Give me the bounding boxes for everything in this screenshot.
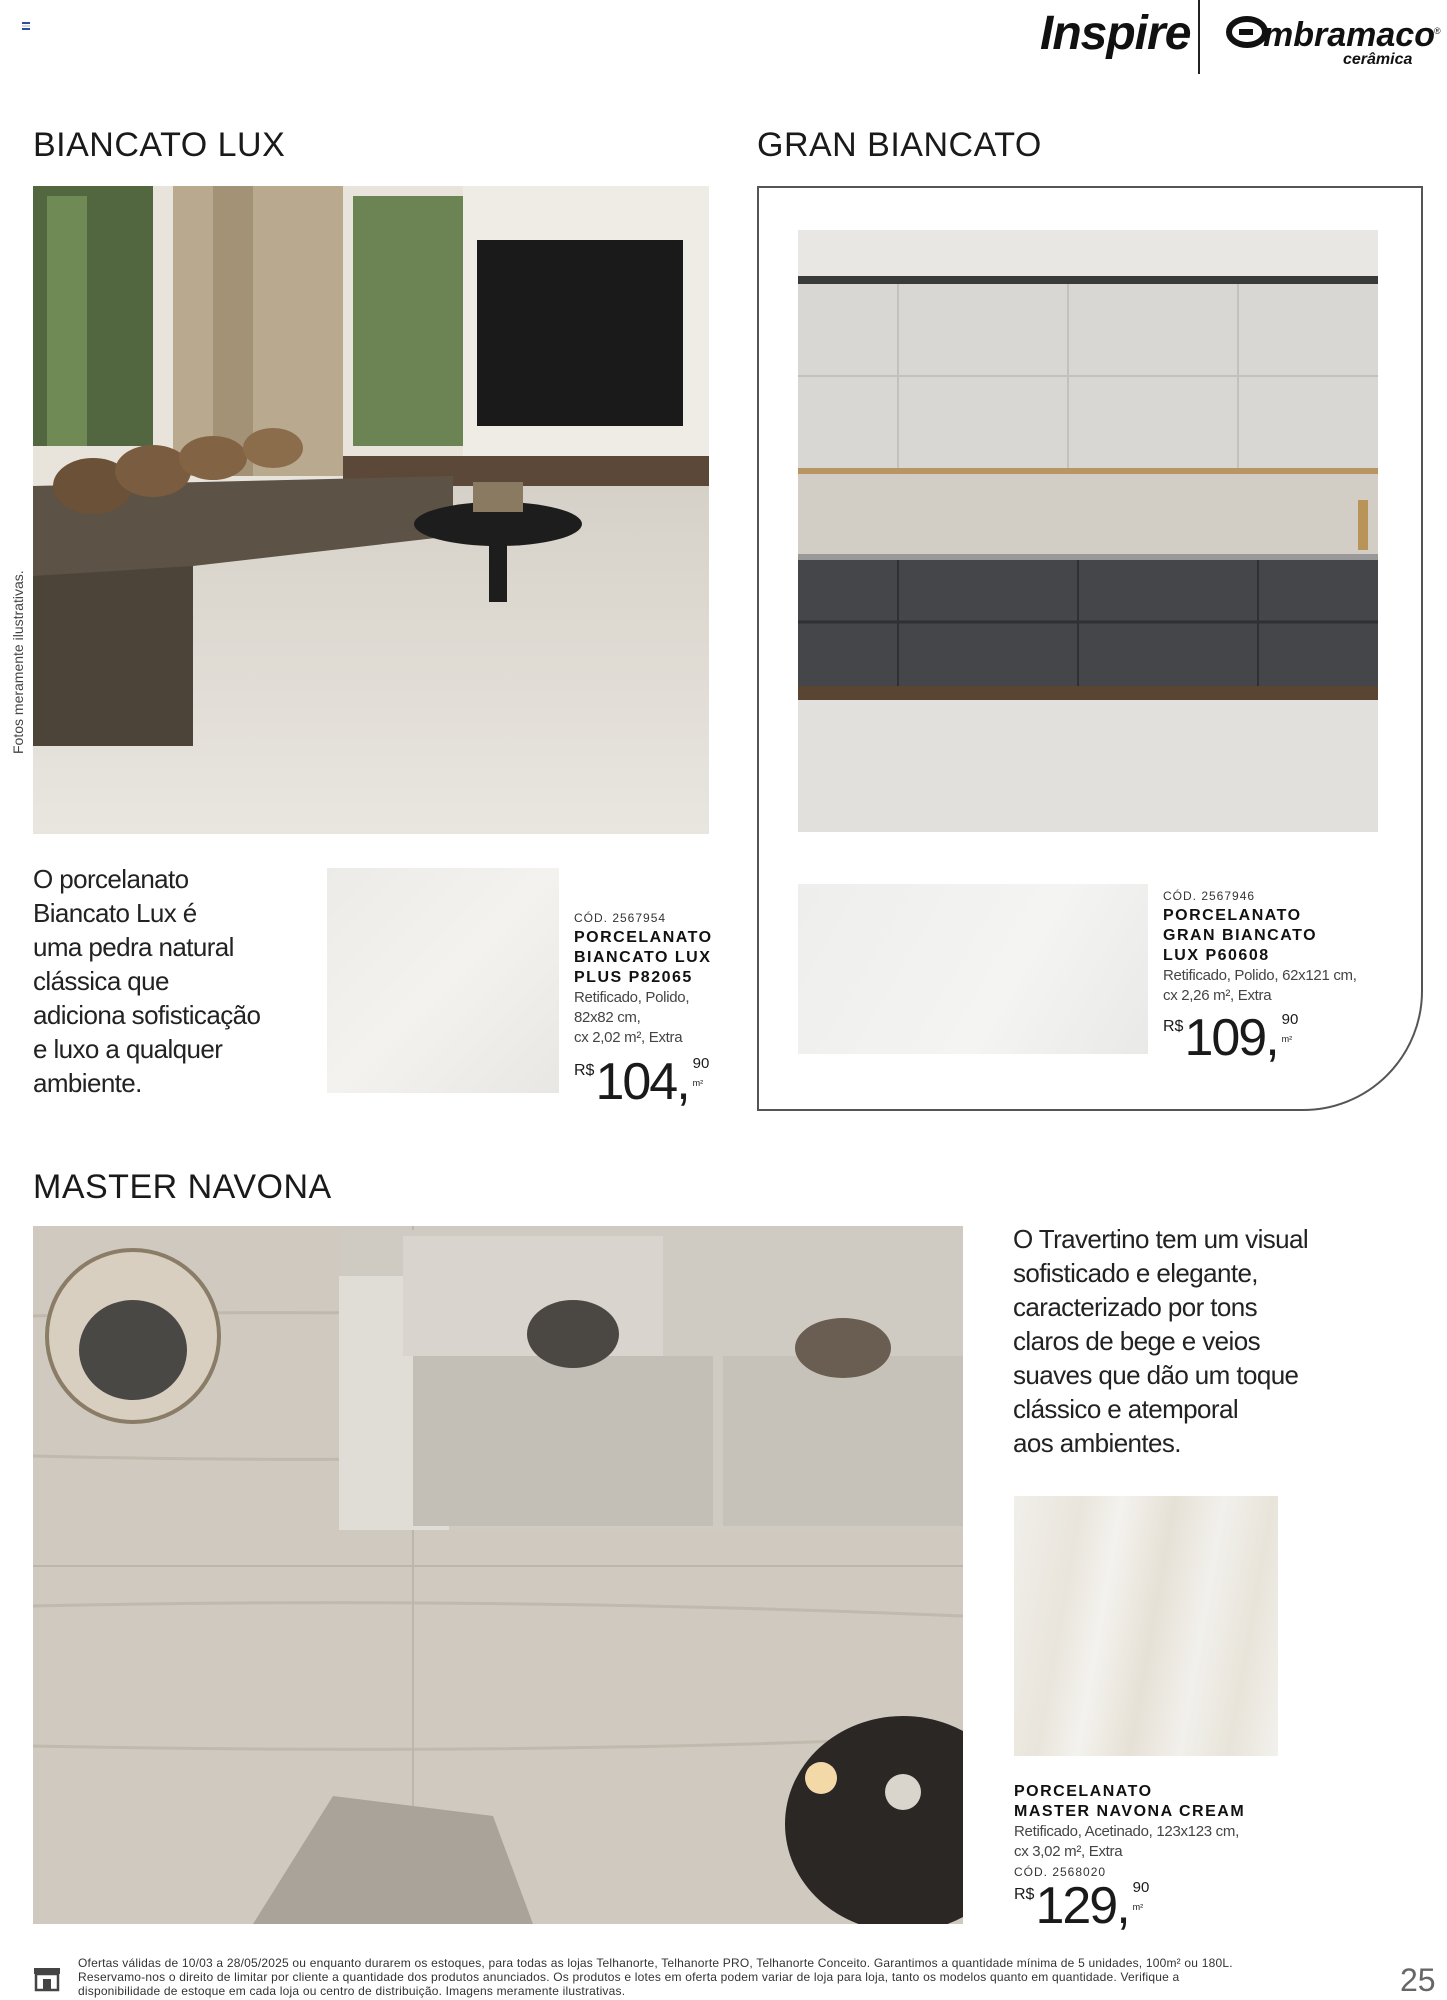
price-unit: m² [1132, 1902, 1144, 1912]
store-icon [32, 1962, 62, 1992]
gran-biancato-product-info [1163, 886, 1383, 1006]
section-title-master-navona: MASTER NAVONA [33, 1168, 332, 1206]
master-navona-price [1014, 1877, 1150, 1935]
svg-text:®: ® [1434, 26, 1441, 36]
desc-line: e luxo a qualquer [33, 1034, 223, 1064]
price-currency: R$ [1014, 1886, 1035, 1903]
master-navona-room-photo [33, 1226, 963, 1924]
product-spec: Retificado, Acetinado, 123x123 cm, [1014, 1823, 1239, 1840]
gran-biancato-price [1163, 1009, 1299, 1067]
price-cents: 90 [692, 1055, 710, 1072]
inspire-logo: Inspire [1040, 7, 1191, 60]
svg-text:mbramaco: mbramaco [1263, 16, 1435, 54]
product-spec: Retificado, Polido, 62x121 cm, [1163, 967, 1357, 984]
price-currency: R$ [574, 1062, 595, 1079]
price-cents: 90 [1281, 1011, 1299, 1028]
svg-text:cerâmica: cerâmica [1343, 51, 1413, 68]
side-note: Fotos meramente ilustrativas. [10, 570, 26, 754]
price-unit: m² [1281, 1034, 1293, 1044]
price-unit: m² [692, 1078, 704, 1088]
product-name: PLUS P82065 [574, 969, 693, 986]
master-navona-product-info [1014, 1782, 1294, 1882]
section-title-biancato-lux: BIANCATO LUX [33, 126, 286, 164]
desc-line: clássica que [33, 966, 169, 996]
product-name: BIANCATO LUX [574, 949, 712, 966]
price-currency: R$ [1163, 1018, 1184, 1035]
product-code: CÓD. 2568020 [1014, 1865, 1107, 1879]
product-name: GRAN BIANCATO [1163, 927, 1318, 944]
product-spec: cx 3,02 m², Extra [1014, 1843, 1123, 1860]
product-name: PORCELANATO [1163, 907, 1302, 924]
desc-line: uma pedra natural [33, 932, 234, 962]
product-spec: Retificado, Polido, [574, 989, 690, 1006]
biancato-tile-swatch [327, 868, 559, 1093]
gran-biancato-kitchen-photo [798, 230, 1378, 832]
product-code: CÓD. 2567954 [574, 911, 667, 925]
desc-line: O porcelanato [33, 864, 189, 894]
page-number: 25 [1400, 1962, 1436, 1998]
flag-icon [22, 22, 30, 30]
product-code: CÓD. 2567946 [1163, 889, 1256, 903]
desc-line: adiciona sofisticação [33, 1000, 261, 1030]
biancato-room-photo [33, 186, 709, 834]
master-navona-tile-swatch [1014, 1496, 1278, 1756]
product-spec: cx 2,26 m², Extra [1163, 987, 1272, 1004]
desc-line: Biancato Lux é [33, 898, 197, 928]
product-name: PORCELANATO [574, 929, 713, 946]
product-spec: cx 2,02 m², Extra [574, 1029, 683, 1046]
desc-line: caracterizado por tons [1013, 1292, 1258, 1322]
desc-line: O Travertino tem um visual [1013, 1224, 1309, 1254]
biancato-product-info [574, 908, 724, 1048]
product-spec: 82x82 cm, [574, 1009, 641, 1026]
price-integer: 109 [1184, 1009, 1266, 1067]
desc-line: sofisticado e elegante, [1013, 1258, 1258, 1288]
biancato-description [33, 862, 333, 1100]
master-navona-description [1013, 1222, 1343, 1460]
price-comma: , [1116, 1877, 1131, 1935]
section-title-gran-biancato: GRAN BIANCATO [757, 126, 1042, 164]
price-comma: , [676, 1053, 691, 1111]
desc-line: ambiente. [33, 1068, 142, 1098]
price-integer: 104 [595, 1053, 677, 1111]
product-name: LUX P60608 [1163, 947, 1270, 964]
gran-biancato-tile-swatch [798, 884, 1148, 1054]
product-name: PORCELANATO [1014, 1783, 1153, 1800]
footer-disclaimer: Ofertas válidas de 10/03 a 28/05/2025 ou enquanto durarem os estoques, para todas as lojas Telhanorte, Telhanorte PRO, Telhanorte Conceito. Garantimos a quantidade mínima de 5 unidades, 100m² ou 180L. Reservamo-nos o direito de limitar por cliente a quantidade dos produtos anunciados. Os produtos e lotes em oferta podem variar de loja para loja, tanto os modelos quanto em quantidade. Verifique a disponibilidade de estoque em cada loja ou centro de distribuição. Imagens meramente ilustrativas. [78, 1956, 1233, 1998]
desc-line: clássico e atemporal [1013, 1394, 1238, 1424]
desc-line: aos ambientes. [1013, 1428, 1181, 1458]
header-divider [1198, 0, 1200, 74]
desc-line: claros de bege e veios [1013, 1326, 1260, 1356]
price-integer: 129 [1035, 1877, 1117, 1935]
embramaco-logo [1225, 6, 1445, 72]
price-cents: 90 [1132, 1879, 1150, 1896]
product-name: MASTER NAVONA CREAM [1014, 1803, 1246, 1820]
price-comma: , [1265, 1009, 1280, 1067]
biancato-price [574, 1053, 710, 1111]
desc-line: suaves que dão um toque [1013, 1360, 1299, 1390]
